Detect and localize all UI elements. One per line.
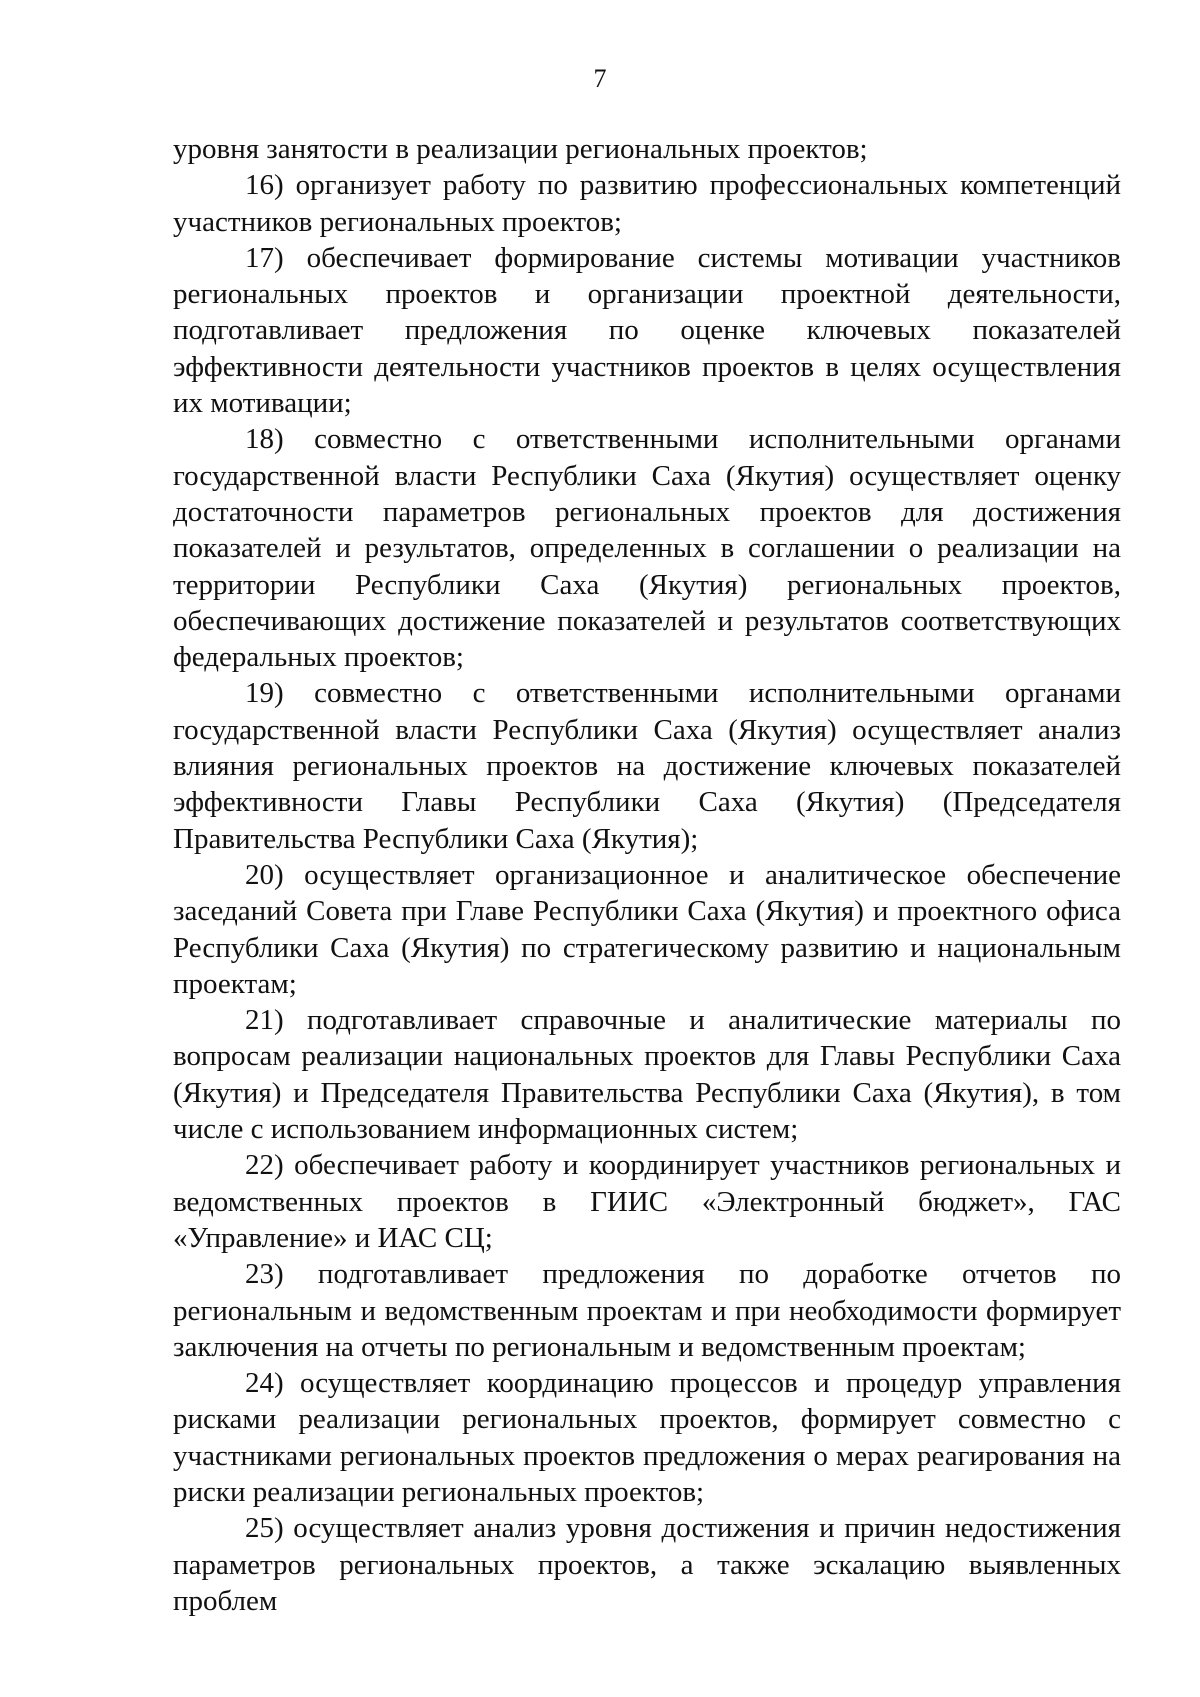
paragraph-item-16: 16) организует работу по развитию профессиональных компетенций участников региональных проектов;	[173, 169, 1121, 238]
paragraph-item-21: 21) подготавливает справочные и аналитические материалы по вопросам реализации национальных проектов для Главы Республики Саха (Якутия) и Председателя Правительства Республики Саха (Якутия), в том числе с использованием информационных систем;	[173, 1004, 1121, 1146]
paragraph-item-25: 25) осуществляет анализ уровня достижения и причин недостижения параметров региональных проектов, а также эскалацию выявленных проблем	[173, 1512, 1121, 1617]
document-body	[173, 131, 1121, 1619]
paragraph-item-17: 17) обеспечивает формирование системы мотивации участников региональных проектов и организации проектной деятельности, подготавливает предложения по оценке ключевых показателей эффективности деятельности участников проектов в целях осуществления их мотивации;	[173, 241, 1121, 420]
paragraph-item-24: 24) осуществляет координацию процессов и процедур управления рисками реализации региональных проектов, формирует совместно с участниками региональных проектов предложения о мерах реагирования на риски реализации региональных проектов;	[173, 1367, 1121, 1508]
paragraph-item-19: 19) совместно с ответственными исполнительными органами государственной власти Республики Саха (Якутия) осуществляет анализ влияния региональных проектов на достижение ключевых показателей эффективности Главы Республики Саха (Якутия) (Председателя Правительства Республики Саха (Якутия);	[173, 677, 1121, 855]
paragraph-item-20: 20) осуществляет организационное и аналитическое обеспечение заседаний Совета при Главе Республики Саха (Якутия) и проектного офиса Республики Саха (Якутия) по стратегическому развитию и национальным проектам;	[173, 858, 1121, 1000]
paragraph-item-23: 23) подготавливает предложения по доработке отчетов по региональным и ведомственным проектам и при необходимости формирует заключения на отчеты по региональным и ведомственным проектам;	[173, 1258, 1121, 1363]
paragraph-continuation: уровня занятости в реализации региональных проектов;	[173, 133, 868, 165]
paragraph-item-18: 18) совместно с ответственными исполнительными органами государственной власти Республики Саха (Якутия) осуществляет оценку достаточности параметров региональных проектов для достижения показателей и результатов, определенных в соглашении о реализации на территории Республики Саха (Якутия) региональных проектов, обеспечивающих достижение показателей и результатов соответствующих федеральных проектов;	[173, 423, 1121, 674]
paragraph-item-22: 22) обеспечивает работу и координирует участников региональных и ведомственных проектов в ГИИС «Электронный бюджет», ГАС «Управление» и ИАС СЦ;	[173, 1149, 1121, 1254]
page-number: 7	[593, 64, 607, 93]
